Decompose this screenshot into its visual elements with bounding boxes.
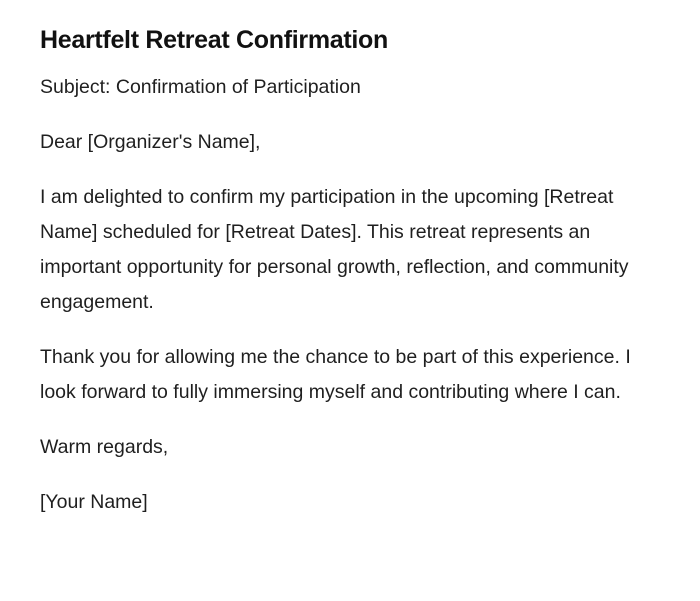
letter-subject: Subject: Confirmation of Participation (40, 76, 361, 98)
letter-salutation: Dear [Organizer's Name], (40, 131, 261, 153)
letter-paragraph-1: I am delighted to confirm my participation in the upcoming [Retreat Name] scheduled for [Retreat Dates]. This retreat represents an important opportunity for personal growth, reflection, and community engagement. (40, 186, 629, 313)
letter-title: Heartfelt Retreat Confirmation (40, 26, 388, 54)
letter-signature: [Your Name] (40, 491, 148, 513)
letter-closing: Warm regards, (40, 436, 169, 458)
letter-paragraph-2: Thank you for allowing me the chance to be part of this experience. I look forward to fully immersing myself and contributing where I can. (40, 346, 631, 403)
letter-document (40, 24, 640, 520)
